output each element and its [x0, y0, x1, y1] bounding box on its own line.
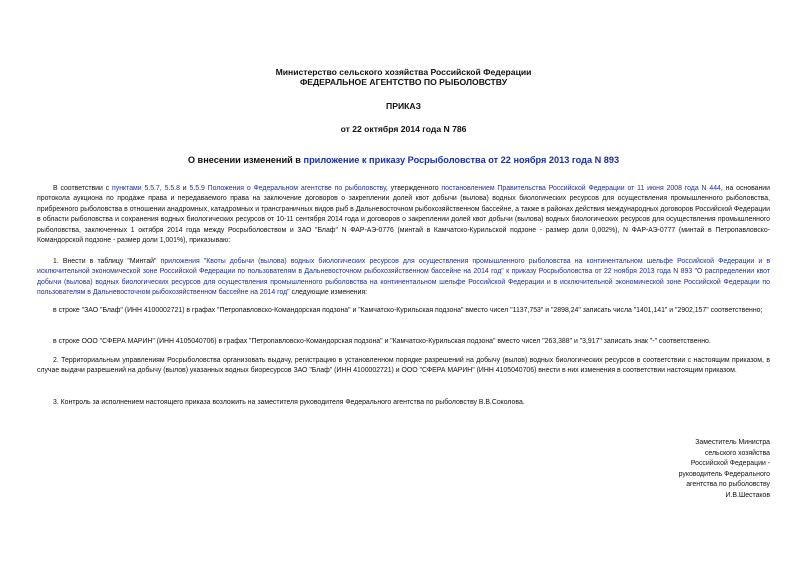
preamble-text-1: В соответствии с — [53, 185, 113, 192]
signature-name: И.В.Шестаков — [725, 491, 770, 499]
ministry-name: Министерство сельского хозяйства Российской Федерации — [275, 67, 532, 77]
title-link[interactable]: приложение к приказу Росрыболовства от 22 ноября 2013 года N 893 — [303, 155, 620, 165]
preamble-link-regulation[interactable]: 5.5.9 Положения о Федеральном агентстве по рыболовству — [189, 185, 386, 192]
signature-line: агентства по рыболовству — [686, 481, 770, 489]
paragraph-preamble — [37, 184, 770, 246]
signature-line: руководитель Федерального — [678, 470, 770, 478]
document-date-number: от 22 октября 2014 года N 786 — [340, 124, 467, 134]
preamble-text-4: , на основании протокола аукциона по продаже права и передаваемого права на заключение договоров о закреплении долей квот добычи (вылова) водных биологических ресурсов для осуществления промышленного рыболовства, прибрежного рыболовства в отношении анадромных, катадромных и трансграничных видов рыб в Дальневосточном рыбохозяйственном бассейне, а также в районах действия международных договоров Российской Федерации в области рыболовства и сохранения водных биологических ресурсов от 10-11 сентября 2014 года и договоров о закреплении долей квот добычи (вылова) водных биологических ресурсов для осуществления промышленного рыболовства, заключенных 1 октября 2014 года между Росрыболовством и ЗАО "Блаф" N ФАР-АЭ-0776 (минтай в Камчатско-Курильской подзоне - размер доли 0,002%), N ФАР-АЭ-0777 (минтай в Петропавловско-Командорской подзоне - размер доли 1,001%), приказываю: — [37, 185, 770, 245]
paragraph-change-blaf: в строке "ЗАО "Блаф" (ИНН 4100002721) в графах "Петропавловско-Командорская подзона" и "Камчатско-Курильская подзона" вместо чисел "1137,753" и "2898,24" записать числа "1401,141" и "2902,157" соответственно; — [53, 307, 763, 314]
paragraph-item-3: 3. Контроль за исполнением настоящего приказа возложить на заместителя руководителя Федерального агентства по рыболовству В.В.Соколова. — [53, 399, 525, 406]
paragraph-item-1 — [37, 257, 770, 299]
signature-block — [640, 438, 770, 502]
preamble-text-2: и — [179, 185, 190, 192]
document-title — [0, 155, 807, 165]
item1-text-2: следующие изменения: — [289, 289, 368, 297]
signature-line: сельского хозяйства — [704, 449, 770, 457]
signature-line: Российской Федерации - — [690, 460, 770, 468]
document-type: ПРИКАЗ — [386, 101, 421, 111]
signature-line: Заместитель Министра — [695, 439, 770, 446]
preamble-link-decree[interactable]: постановлением Правительства Российской Федерации от 11 июня 2008 года N 444 — [441, 185, 721, 192]
preamble-link-points[interactable]: пунктами 5.5.7, 5.5.8 — [112, 185, 180, 192]
item1-link-appendix[interactable]: приложения "Квоты добычи (вылова) водных биологических ресурсов для осуществления промышленного рыболовства на континентальном шельфе Российской Федерации и в исключительной экономической зоне Российской Федерации по пользователям в Дальневосточном рыбохозяйственном бассейне на 2014 год" к приказу Росрыболовства от 22 ноября 2013 года N 893 "О распределении квот добычи (вылова) водных биологических ресурсов для осуществления промышленного рыболовства на континентальном шельфе Российской Федерации и в исключительной экономической зоне Российской Федерации по пользователям в Дальневосточном рыбохозяйственном бассейне на 2014 год" — [37, 258, 770, 297]
agency-name: ФЕДЕРАЛЬНОЕ АГЕНТСТВО ПО РЫБОЛОВСТВУ — [299, 77, 508, 87]
title-prefix: О внесении изменений в — [187, 155, 304, 165]
item1-text-1: 1. Внести в таблицу "Минтай" — [53, 258, 161, 265]
preamble-text-3: , утвержденного — [385, 185, 442, 192]
paragraph-change-sfera: в строке ООО "СФЕРА МАРИН" (ИНН 4105040706) в графах "Петропавловско-Командорская подзона" и "Камчатско-Курильская подзона" вместо чисел "263,388" и "3,917" записать знак "-" соответственно. — [53, 338, 711, 345]
paragraph-item-2: 2. Территориальным управлениям Росрыболовства организовать выдачу, регистрацию в установленном порядке разрешений на добычу (вылов) водных биологических ресурсов в соответствии с настоящим приказом, в случае выдачи разрешений на добычу (вылов) указанных водных биоресурсов ЗАО "Блаф" (ИНН 4100002721) и ООО "СФЕРА МАРИН" (ИНН 4105040706) внести в них изменения в соответствии настоящим приказом. — [37, 357, 770, 375]
